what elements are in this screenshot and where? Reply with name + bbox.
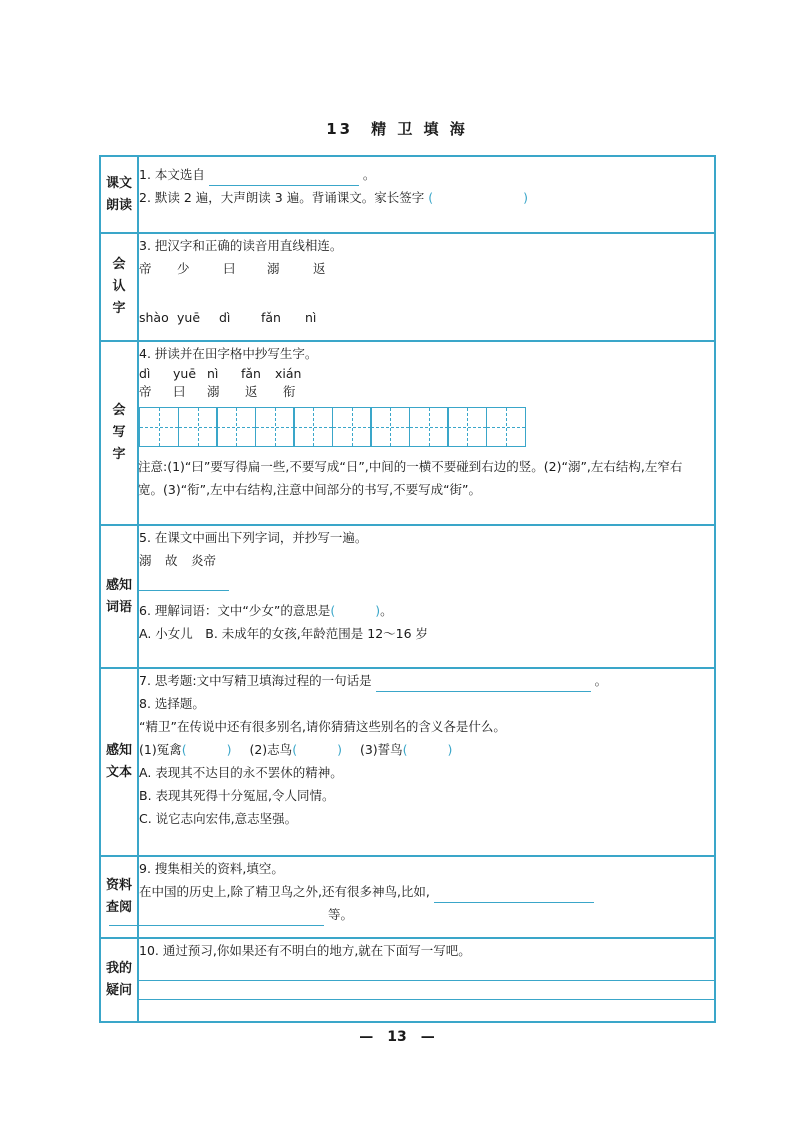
char-item: 衔 [283, 384, 296, 399]
answer-blank-1[interactable] [209, 171, 359, 186]
section-kewen: 1. 本文选自 。 2. 默读 2 遍，大声朗读 3 遍。背诵课文。家长签字 ( ) [138, 156, 715, 233]
char-item: 帝 [139, 261, 152, 276]
question-8: 8. 选择题。 [139, 696, 205, 711]
writing-line[interactable] [139, 981, 714, 1000]
question-1: 1. 本文选自 [139, 167, 205, 182]
question-10: 10. 通过预习,你如果还有不明白的地方,就在下面写一写吧。 [139, 943, 471, 958]
worksheet-table [99, 155, 716, 1023]
pinyin-row [139, 365, 706, 383]
tianzige-grid [139, 407, 706, 447]
section-huirenzi [138, 233, 715, 341]
pinyin-item: nì [207, 366, 219, 381]
tianzige-box[interactable] [293, 407, 333, 447]
answer-blank-7[interactable] [376, 677, 591, 692]
pinyin-item: xián [275, 366, 302, 381]
answer-blank-9a[interactable] [434, 888, 594, 903]
answer-blank-5[interactable] [139, 576, 229, 591]
char-item: 帝 [139, 384, 152, 399]
tianzige-box[interactable] [216, 407, 256, 447]
section-label-ziliao: 资料 查阅 [100, 856, 138, 938]
section-label-huixiezi: 会 写 字 [100, 341, 138, 525]
question-8-stem: “精卫”在传说中还有很多别名,请你猜猜这些别名的含义各是什么。 [139, 719, 506, 734]
word-item: 炎帝 [191, 553, 217, 568]
question-6: 6. 理解词语：文中“少女”的意思是 [139, 603, 331, 618]
option-c: C. 说它志向宏伟,意志坚强。 [139, 811, 298, 826]
tianzige-box[interactable] [332, 407, 372, 447]
writing-note: 注意:(1)“曰”要写得扁一些,不要写成“日”,中间的一横不要碰到右边的竖。(2)“溺”,左右结构,左窄右宽。(3)“衔”,左中右结构,注意中间部分的书写,不要写成“街”。 [138, 459, 683, 497]
char-item: 溺 [267, 261, 280, 276]
option-b: B. 表现其死得十分冤屈,令人同情。 [139, 788, 335, 803]
word-row [139, 549, 714, 572]
page-title: 13 精 卫 填 海 [326, 120, 468, 138]
section-label-wenben: 感知 文本 [100, 668, 138, 856]
section-ziliao: 9. 搜集相关的资料,填空。 在中国的历史上,除了精卫鸟之外,还有很多神鸟,比如, 等。 [138, 856, 715, 938]
tianzige-box[interactable] [139, 407, 179, 447]
question-7: 7. 思考题:文中写精卫填海过程的一句话是 [139, 673, 372, 688]
section-ciyu: 5. 在课文中画出下列字词，并抄写一遍。 溺 故 炎帝 6. 理解词语：文中“少女”的意思是( )。 A. 小女儿 B. 未成年的女孩,年龄范围是 12～16 岁 [138, 525, 715, 668]
section-label-ciyu: 感知 词语 [100, 525, 138, 668]
writing-line[interactable] [139, 962, 714, 981]
pinyin-item: fǎn [241, 366, 261, 381]
pinyin-item: nì [305, 310, 317, 325]
question-9: 9. 搜集相关的资料,填空。 [139, 861, 284, 876]
question-4: 4. 拼读并在田字格中抄写生字。 [139, 346, 318, 361]
section-label-huirenzi: 会 认 字 [100, 233, 138, 341]
char-row [139, 257, 714, 280]
word-item: 溺 [139, 553, 152, 568]
char-row [139, 383, 706, 401]
char-item: 返 [245, 384, 258, 399]
char-item: 曰 [223, 261, 236, 276]
char-item: 曰 [173, 384, 186, 399]
char-item: 少 [177, 261, 190, 276]
pinyin-item: fǎn [261, 310, 281, 325]
tianzige-box[interactable] [409, 407, 449, 447]
char-item: 溺 [207, 384, 220, 399]
pinyin-item: yuē [177, 310, 201, 325]
tianzige-box[interactable] [447, 407, 487, 447]
pinyin-item: yuē [173, 366, 197, 381]
tianzige-box[interactable] [370, 407, 410, 447]
pinyin-row [139, 306, 714, 329]
answer-blank-9b[interactable] [109, 911, 324, 926]
question-3: 3. 把汉字和正确的读音用直线相连。 [139, 238, 343, 253]
pinyin-item: shào [139, 310, 169, 325]
page-number: — 13 — [359, 1029, 435, 1045]
tianzige-box[interactable] [255, 407, 295, 447]
question-5: 5. 在课文中画出下列字词，并抄写一遍。 [139, 530, 368, 545]
question-2: 2. 默读 2 遍，大声朗读 3 遍。背诵课文。家长签字 [139, 190, 425, 205]
tianzige-box[interactable] [178, 407, 218, 447]
section-wenben: 7. 思考题:文中写精卫填海过程的一句话是 。 8. 选择题。 “精卫”在传说中还有很多别名,请你猜猜这些别名的含义各是什么。 (1)冤禽( ) (2)志鸟( ) (3)誓鸟( ) A. 表现其不达目的永不罢休的精神。 B. 表现其死得十分冤屈,令人同情。 C. 说它志向宏伟,意志坚强。 [138, 668, 715, 856]
word-item: 故 [165, 553, 178, 568]
pinyin-item: dì [219, 310, 231, 325]
pinyin-item: dì [139, 366, 151, 381]
section-label-yiwen: 我的 疑问 [100, 938, 138, 1022]
section-yiwen [138, 938, 715, 1022]
question-6-options: A. 小女儿 B. 未成年的女孩,年龄范围是 12～16 岁 [139, 626, 429, 641]
section-huixiezi [138, 341, 715, 525]
section-label-kewen: 课文 朗读 [100, 156, 138, 233]
char-item: 返 [313, 261, 326, 276]
question-9-stem: 在中国的历史上,除了精卫鸟之外,还有很多神鸟,比如, [139, 884, 430, 899]
option-a: A. 表现其不达目的永不罢休的精神。 [139, 765, 343, 780]
tianzige-box[interactable] [486, 407, 526, 447]
